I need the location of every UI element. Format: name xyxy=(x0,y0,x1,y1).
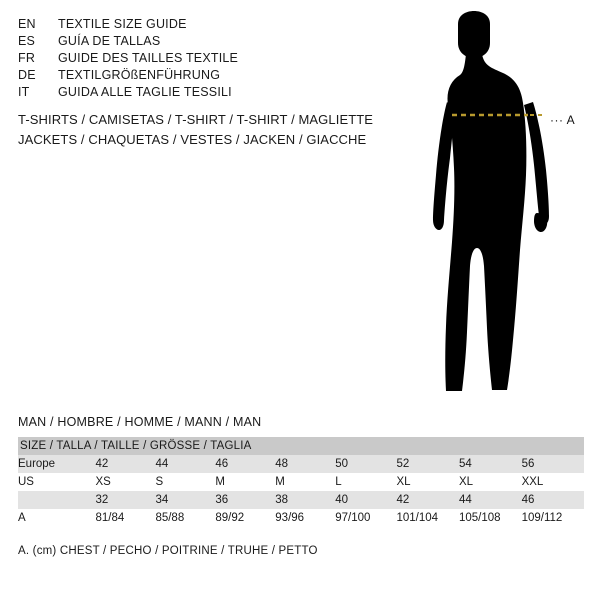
language-text: GUIDA ALLE TAGLIE TESSILI xyxy=(58,85,232,99)
cell-value: 105/108 xyxy=(459,509,522,527)
cell-value: 85/88 xyxy=(155,509,215,527)
garment-type-list xyxy=(18,110,418,150)
cell-value: 89/92 xyxy=(215,509,275,527)
cell-value: XS xyxy=(96,473,156,491)
cell-value: 42 xyxy=(396,491,459,509)
table-row xyxy=(18,509,584,527)
table-row xyxy=(18,455,584,473)
language-text: GUÍA DE TALLAS xyxy=(58,34,161,48)
table-footnote: A. (cm) CHEST / PECHO / POITRINE / TRUHE / PETTO xyxy=(18,545,318,557)
row-label: US xyxy=(18,473,96,491)
cell-value: 101/104 xyxy=(396,509,459,527)
cell-value: 40 xyxy=(335,491,396,509)
garment-line-jackets: JACKETS / CHAQUETAS / VESTES / JACKEN / GIACCHE xyxy=(18,132,367,147)
cell-value: 52 xyxy=(396,455,459,473)
table-header-row xyxy=(18,437,584,455)
row-label: Europe xyxy=(18,455,96,473)
silhouette-icon xyxy=(400,10,600,410)
measurement-marker-a-label: ··· A xyxy=(550,113,576,127)
cell-value: XXL xyxy=(522,473,584,491)
table-title-man: MAN / HOMBRE / HOMME / MANN / MAN xyxy=(18,415,262,429)
cell-value: M xyxy=(215,473,275,491)
cell-value: 42 xyxy=(96,455,156,473)
table-header-label: SIZE / TALLA / TAILLE / GRÖSSE / TAGLIA xyxy=(20,440,252,452)
cell-value: 81/84 xyxy=(96,509,156,527)
garment-line-tshirts: T-SHIRTS / CAMISETAS / T-SHIRT / T-SHIRT / MAGLIETTE xyxy=(18,112,374,127)
language-code: IT xyxy=(18,85,30,99)
cell-value: 46 xyxy=(215,455,275,473)
cell-value: 97/100 xyxy=(335,509,396,527)
cell-value: 50 xyxy=(335,455,396,473)
cell-value: 36 xyxy=(215,491,275,509)
cell-value: M xyxy=(275,473,335,491)
size-table-block xyxy=(18,415,584,527)
cell-value: XL xyxy=(459,473,522,491)
cell-value: 93/96 xyxy=(275,509,335,527)
language-row xyxy=(18,16,378,33)
row-label: A xyxy=(18,509,96,527)
cell-value: 56 xyxy=(522,455,584,473)
row-label xyxy=(18,491,96,509)
language-code: EN xyxy=(18,17,36,31)
cell-value: 48 xyxy=(275,455,335,473)
language-code: FR xyxy=(18,51,36,65)
language-text: TEXTILGRÖßENFÜHRUNG xyxy=(58,68,221,82)
cell-value: 44 xyxy=(459,491,522,509)
cell-value: S xyxy=(155,473,215,491)
language-row xyxy=(18,84,378,101)
language-row xyxy=(18,67,378,84)
table-row xyxy=(18,491,584,509)
cell-value: XL xyxy=(396,473,459,491)
language-code: DE xyxy=(18,68,36,82)
language-row xyxy=(18,33,378,50)
cell-value: 32 xyxy=(96,491,156,509)
cell-value: 44 xyxy=(155,455,215,473)
language-row xyxy=(18,50,378,67)
cell-value: 34 xyxy=(155,491,215,509)
male-silhouette-figure xyxy=(400,10,600,410)
cell-value: 54 xyxy=(459,455,522,473)
cell-value: L xyxy=(335,473,396,491)
table-row xyxy=(18,473,584,491)
language-text: TEXTILE SIZE GUIDE xyxy=(58,17,187,31)
language-list xyxy=(18,16,378,101)
size-table xyxy=(18,437,584,527)
cell-value: 38 xyxy=(275,491,335,509)
language-text: GUIDE DES TAILLES TEXTILE xyxy=(58,51,239,65)
language-code: ES xyxy=(18,34,36,48)
cell-value: 46 xyxy=(522,491,584,509)
cell-value: 109/112 xyxy=(522,509,584,527)
